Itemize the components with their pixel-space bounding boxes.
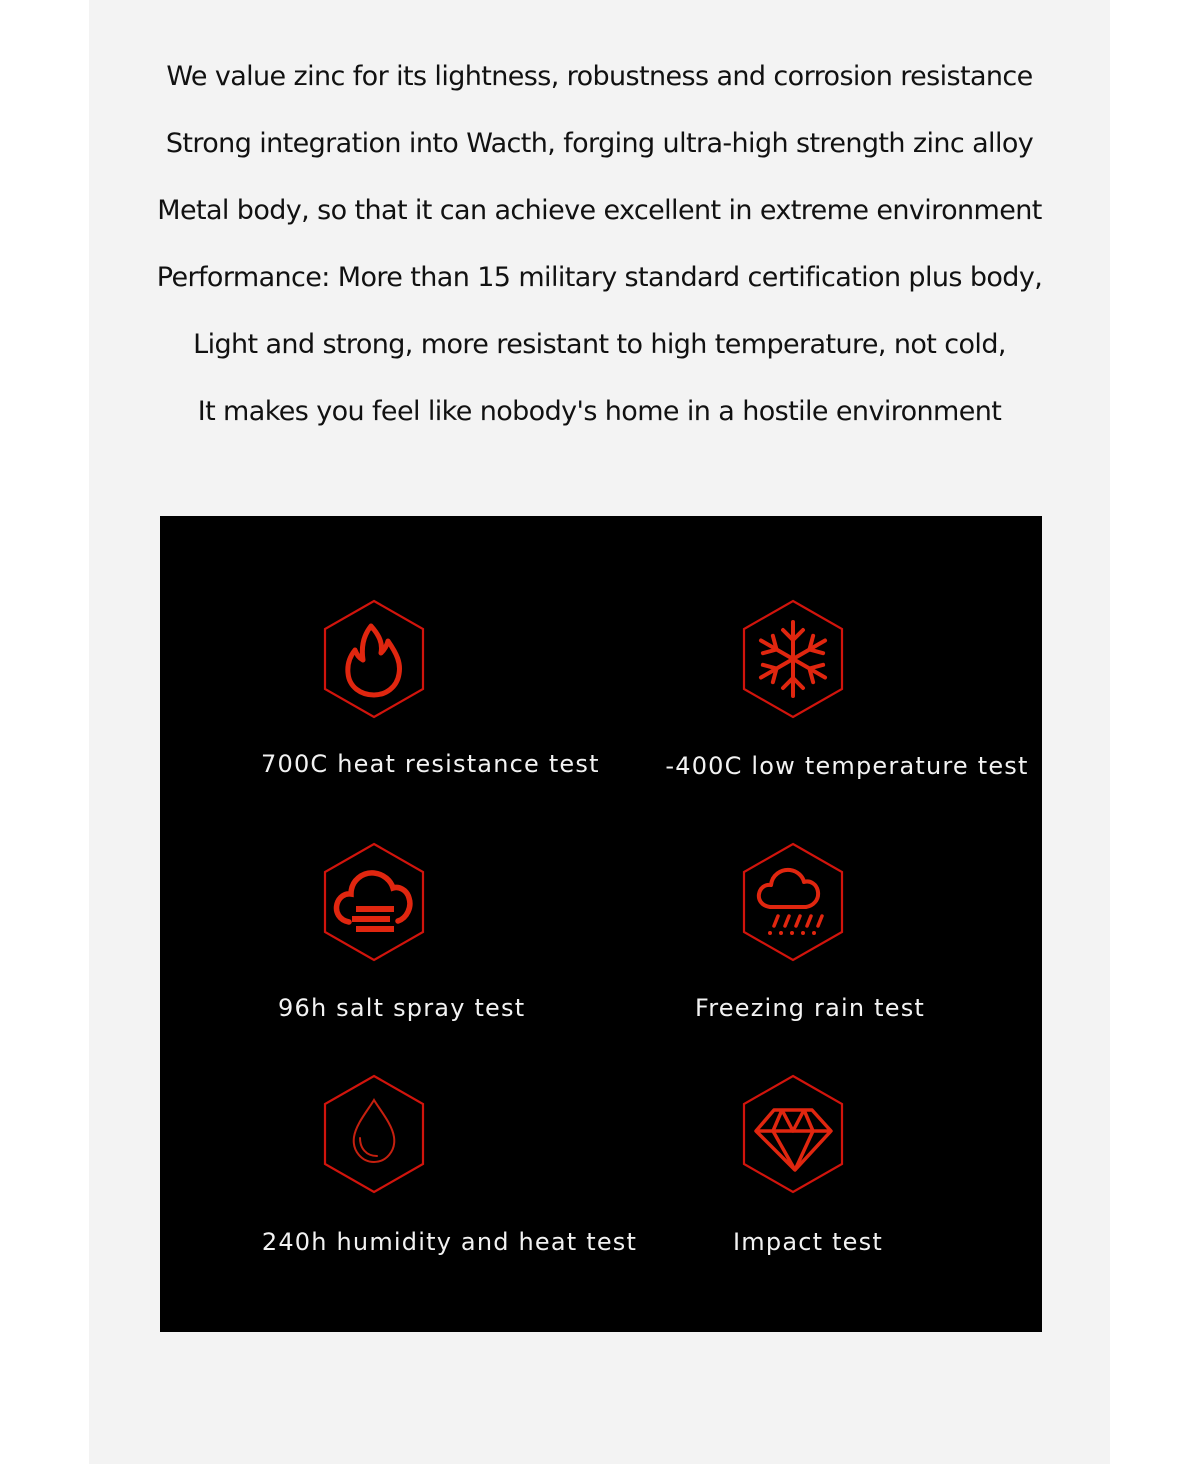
intro-line: Performance: More than 15 military standard certification plus body, bbox=[156, 262, 1043, 293]
water-drop-hex-badge bbox=[321, 1074, 427, 1194]
flame-hex-badge bbox=[321, 599, 427, 719]
intro-line: It makes you feel like nobody's home in a hostile environment bbox=[197, 396, 1002, 427]
test-features-box bbox=[160, 516, 1042, 1332]
cloud-fog-icon bbox=[321, 842, 427, 962]
intro-line: Strong integration into Wacth, forging ultra-high strength zinc alloy bbox=[165, 128, 1034, 159]
intro-line: Metal body, so that it can achieve excellent in extreme environment bbox=[157, 195, 1042, 226]
flame-icon bbox=[321, 599, 427, 719]
diamond-icon bbox=[740, 1074, 846, 1194]
feature-label: Impact test bbox=[733, 1228, 883, 1256]
cloud-rain-icon bbox=[740, 842, 846, 962]
cloud-rain-hex-badge bbox=[740, 842, 846, 962]
feature-label: -400C low temperature test bbox=[665, 752, 1029, 780]
water-drop-icon bbox=[321, 1074, 427, 1194]
diamond-hex-badge bbox=[740, 1074, 846, 1194]
feature-label: 700C heat resistance test bbox=[261, 750, 600, 778]
snowflake-icon bbox=[740, 599, 846, 719]
intro-line: Light and strong, more resistant to high temperature, not cold, bbox=[193, 329, 1006, 360]
feature-label: 96h salt spray test bbox=[278, 994, 526, 1022]
feature-label: Freezing rain test bbox=[694, 994, 926, 1022]
feature-label: 240h humidity and heat test bbox=[261, 1228, 638, 1256]
cloud-fog-hex-badge bbox=[321, 842, 427, 962]
intro-line: We value zinc for its lightness, robustness and corrosion resistance bbox=[166, 61, 1033, 92]
snowflake-hex-badge bbox=[740, 599, 846, 719]
intro-text-block bbox=[89, 43, 1110, 445]
